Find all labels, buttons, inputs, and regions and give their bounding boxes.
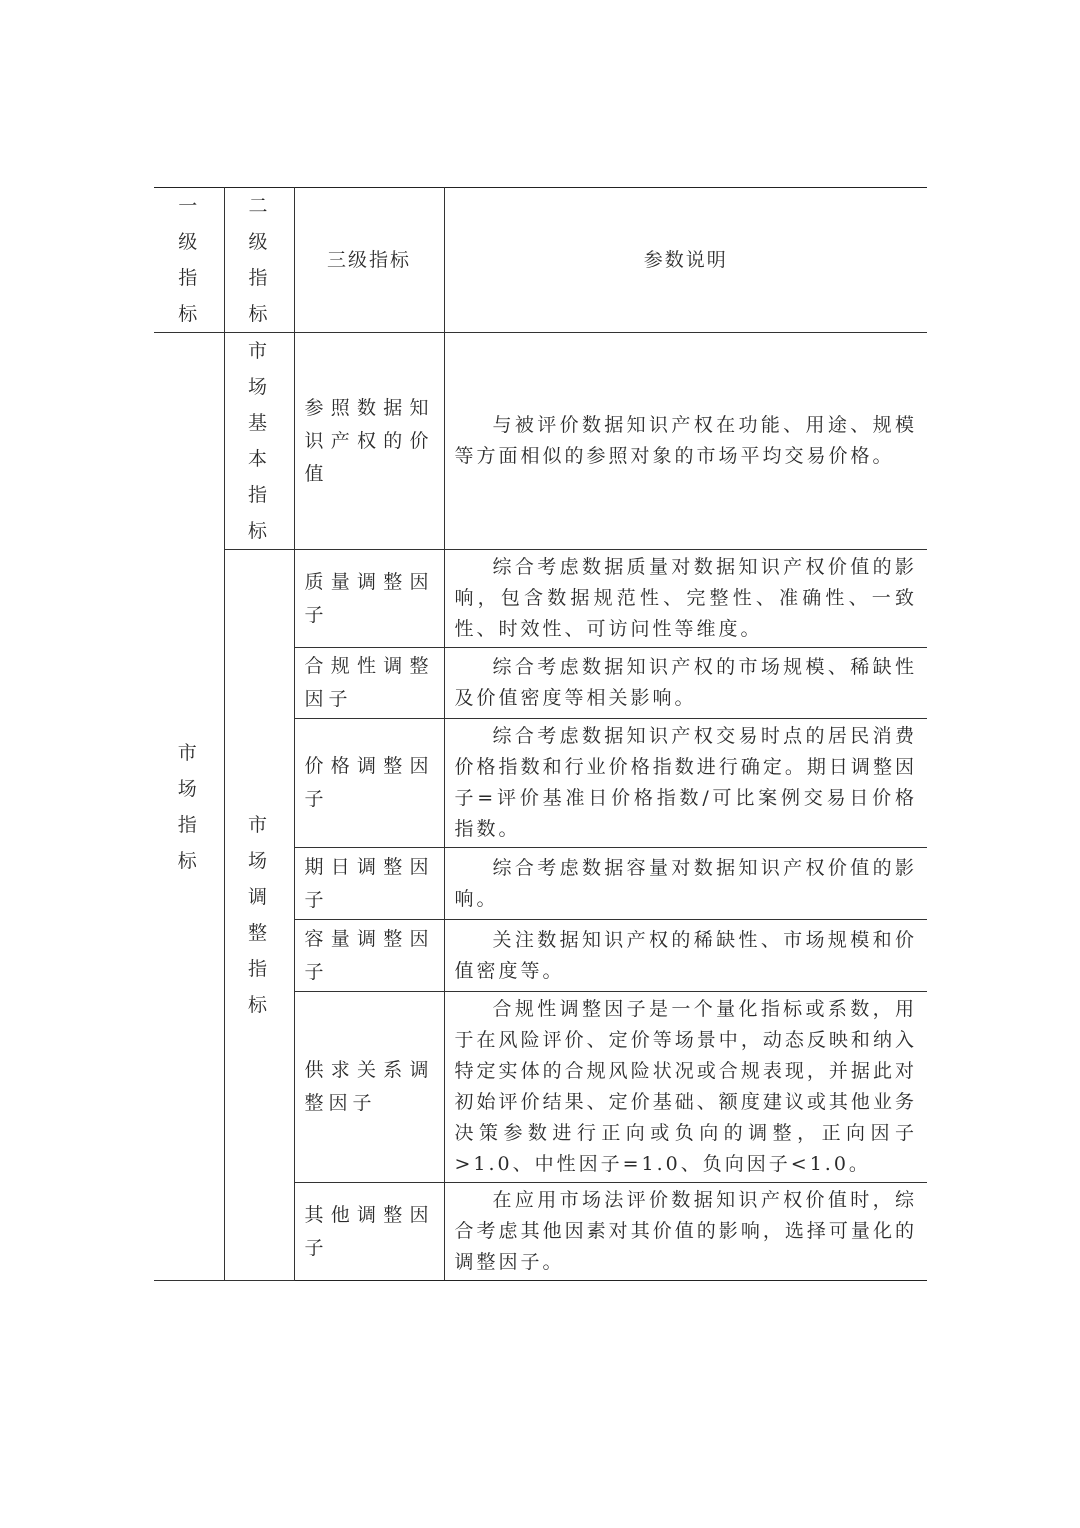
description-cell: 综合考虑数据知识产权交易时点的居民消费价格指数和行业价格指数进行确定。期日调整因子=评价基准日价格指数/可比案例交易日价格指数。 — [444, 719, 927, 848]
description-cell: 合规性调整因子是一个量化指标或系数，用于在风险评价、定价等场景中，动态反映和纳入特定实体的合规风险状况或合规表现，并据此对初始评价结果、定价基础、额度建议或其他业务决策参数进行正向或负向的调整，正向因子>1.0、中性因子=1.0、负向因子<1.0。 — [444, 992, 927, 1183]
index-table — [154, 187, 927, 1281]
description-cell: 综合考虑数据容量对数据知识产权价值的影响。 — [444, 848, 927, 920]
level3-cell: 供求关系调整因子 — [294, 992, 444, 1183]
table-header-row — [154, 188, 927, 333]
level2-cell-adjust — [224, 550, 294, 1281]
level3-cell: 价格调整因子 — [294, 719, 444, 848]
description-cell: 综合考虑数据知识产权的市场规模、稀缺性及价值密度等相关影响。 — [444, 648, 927, 719]
table-row — [154, 333, 927, 550]
description-cell: 综合考虑数据质量对数据知识产权价值的影响，包含数据规范性、完整性、准确性、一致性、时效性、可访问性等维度。 — [444, 550, 927, 648]
level3-cell: 合规性调整因子 — [294, 648, 444, 719]
description-cell: 关注数据知识产权的稀缺性、市场规模和价值密度等。 — [444, 920, 927, 992]
level1-label: 市场指标 — [177, 741, 200, 872]
level2-label-basic: 市场基本指标 — [247, 340, 270, 542]
level3-cell: 质量调整因子 — [294, 550, 444, 648]
level3-cell: 参照数据知识产权的价值 — [294, 333, 444, 550]
level3-cell: 容量调整因子 — [294, 920, 444, 992]
level3-cell: 其他调整因子 — [294, 1183, 444, 1281]
description-cell: 与被评价数据知识产权在功能、用途、规模等方面相似的参照对象的市场平均交易价格。 — [444, 333, 927, 550]
header-description: 参数说明 — [444, 188, 927, 333]
level3-cell: 期日调整因子 — [294, 848, 444, 920]
level1-cell — [154, 333, 224, 1281]
header-level2: 二级指标 — [224, 188, 294, 333]
level2-cell-basic — [224, 333, 294, 550]
table-row — [154, 550, 927, 648]
header-level1: 一级指标 — [154, 188, 224, 333]
description-cell: 在应用市场法评价数据知识产权价值时，综合考虑其他因素对其价值的影响，选择可量化的调整因子。 — [444, 1183, 927, 1281]
header-level3: 三级指标 — [294, 188, 444, 333]
level2-label-adjust: 市场调整指标 — [247, 814, 270, 1016]
